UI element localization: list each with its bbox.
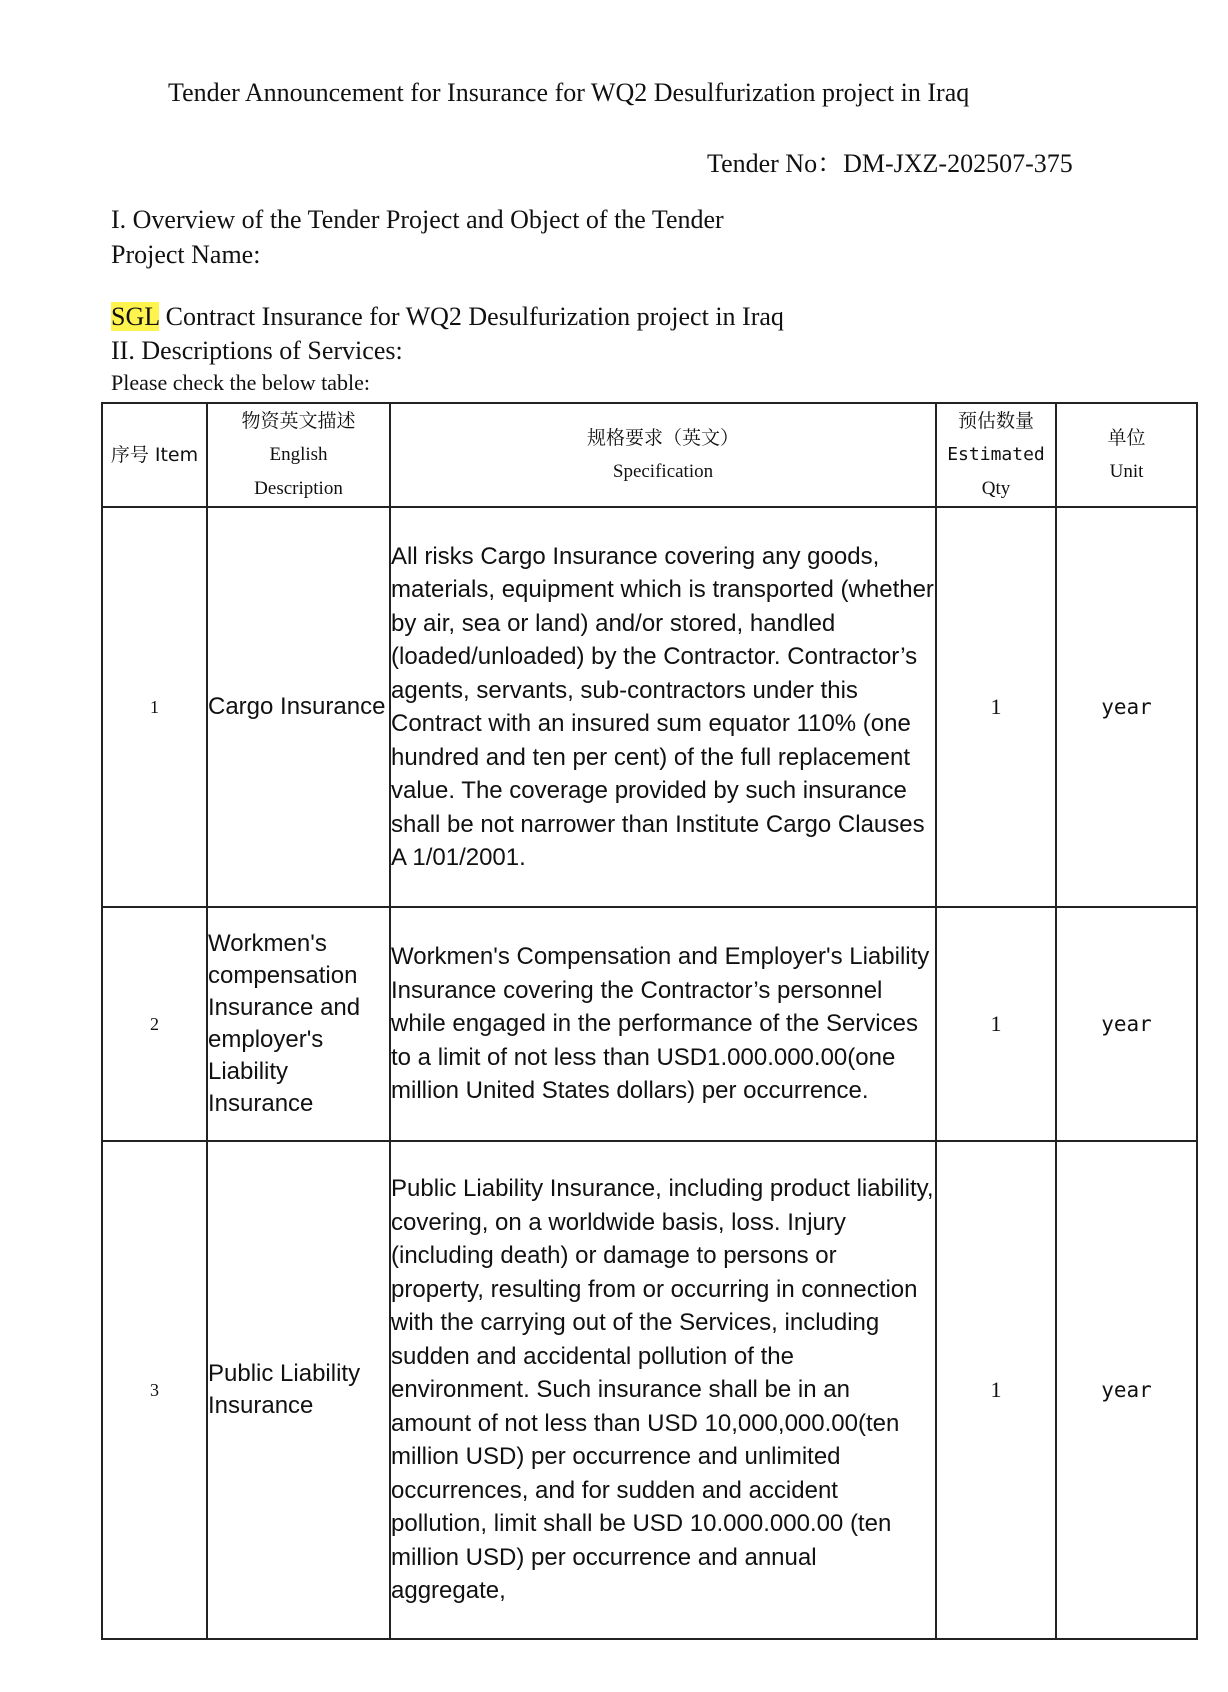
table-header-row [102,403,1197,507]
row-specification: Public Liability Insurance, including product liability, covering, on a worldwide basis, loss. Injury (including death) or damage to persons or property, resulting from or occurring in connection with the carrying out of the Services, including sudden and accidental pollution of the environment. Such insurance shall be in an amount of not less than USD 10,000,000.00(ten million USD) per occurrence and unlimited occurrences, and for sudden and accident pollution, limit shall be USD 10.000.000.00 (ten million USD) per occurrence and annual aggregate, [390,1141,936,1639]
project-name-highlight: SGL [111,302,160,331]
tender-number [707,143,1073,180]
row-quantity: 1 [936,507,1056,907]
header-unit-en: Unit [1109,461,1144,482]
table-note: Please check the below table: [111,370,371,395]
header-unit-cn: 单位 [1107,427,1146,449]
project-name-label: Project Name: [111,240,261,269]
row-quantity: 1 [936,1141,1056,1639]
tender-number-value: DM-JXZ-202507-375 [843,149,1073,178]
header-unit [1056,403,1197,507]
header-estimated-qty [936,403,1056,507]
header-desc-en-1: English [269,444,328,465]
project-name [111,302,784,332]
row-description: Cargo Insurance [207,507,390,907]
table-row [102,907,1197,1141]
header-spec-en: Specification [612,461,714,482]
row-item-number: 3 [102,1141,207,1639]
section-2-heading: II. Descriptions of Services: [111,336,403,365]
header-spec-cn: 规格要求（英文） [586,427,739,449]
row-item-number: 1 [102,507,207,907]
project-name-text: Contract Insurance for WQ2 Desulfurization project in Iraq [159,302,784,331]
row-quantity: 1 [936,907,1056,1141]
table-row [102,1141,1197,1639]
tender-number-label: Tender No： [707,149,844,178]
row-description: Workmen's compensation Insurance and employer's Liability Insurance [207,907,390,1141]
header-qty-en-2: Qty [981,478,1011,499]
row-specification: Workmen's Compensation and Employer's Liability Insurance covering the Contractor’s personnel while engaged in the performance of the Services to a limit of not less than USD1.000.000.00(one million United States dollars) per occurrence. [390,907,936,1141]
row-unit: year [1056,1141,1197,1639]
section-1-heading: I. Overview of the Tender Project and Object of the Tender [111,205,724,234]
services-table [101,402,1198,1640]
row-unit: year [1056,907,1197,1141]
row-unit: year [1056,507,1197,907]
header-qty-en-1: Estimated [947,444,1045,465]
header-desc-en-2: Description [254,478,343,499]
header-english-description [207,403,390,507]
row-specification: All risks Cargo Insurance covering any goods, materials, equipment which is transported (whether by air, sea or land) and/or stored, handled (loaded/unloaded) by the Contractor. Contractor’s agents, servants, sub-contractors under this Contract with an insured sum equator 110% (one hundred and ten per cent) of the full replacement value. The coverage provided by such insurance shall be not narrower than Institute Cargo Clauses A 1/01/2001. [390,507,936,907]
header-qty-cn: 预估数量 [957,410,1034,432]
table-row [102,507,1197,907]
row-item-number: 2 [102,907,207,1141]
header-item: 序号 Item [102,403,207,507]
row-description: Public Liability Insurance [207,1141,390,1639]
header-desc-cn: 物资英文描述 [241,410,356,432]
header-specification [390,403,936,507]
document-title: Tender Announcement for Insurance for WQ2 Desulfurization project in Iraq [168,78,970,107]
